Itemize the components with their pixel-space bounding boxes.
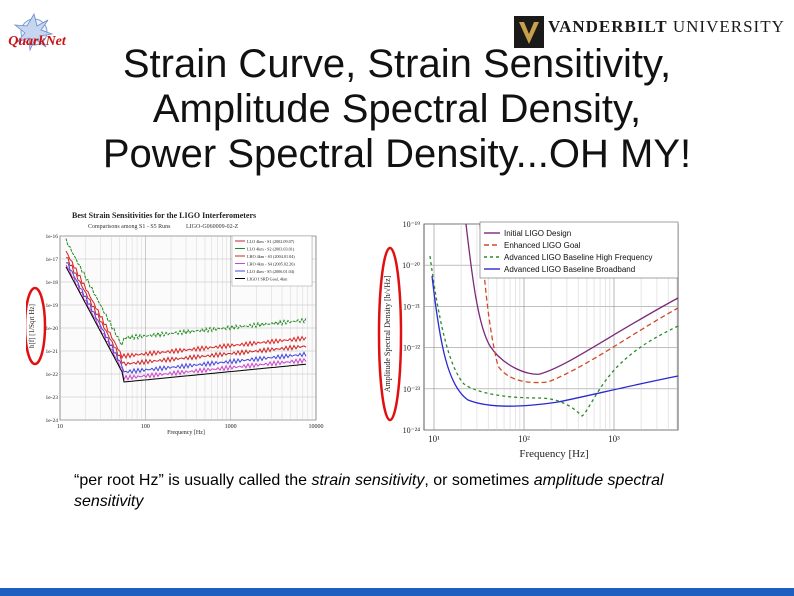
right-chart-x-tick-label: 10³ (608, 434, 620, 444)
vanderbilt-wordmark (548, 17, 785, 37)
title-line-2: Amplitude Spectral Density, (152, 87, 642, 131)
right-chart-y-tick-label: 10⁻²² (402, 343, 420, 353)
right-chart-x-tick-label: 10² (518, 434, 530, 444)
right-chart-y-tick-label: 10⁻²¹ (402, 302, 420, 312)
left-chart-x-tick-label: 100 (140, 424, 150, 430)
left-chart-x-tick-label: 10000 (308, 424, 324, 430)
left-legend-label: LLO 4km - S1 (2002.09.07) (247, 239, 295, 244)
right-chart-y-tick-label: 10⁻¹⁹ (402, 220, 420, 229)
left-chart-y-tick-label: 1e-18 (45, 280, 58, 286)
caption-segment: , or sometimes (424, 472, 534, 489)
right-legend-label: Initial LIGO Design (504, 229, 572, 238)
left-chart-y-tick-label: 1e-22 (45, 372, 58, 378)
title-line-3: Power Spectral Density...OH MY! (102, 132, 692, 176)
left-legend-label: LLO 4km - S2 (2003.03.01) (247, 246, 295, 252)
left-legend-label: LHO 4km - S4 (2005.02.26) (247, 261, 295, 267)
caption-segment: amplitude spectral sensitivity (74, 472, 664, 510)
right-legend-label: Enhanced LIGO Goal (504, 241, 581, 250)
title-line-1: Strain Curve, Strain Sensitivity, (122, 42, 672, 86)
quarknet-wordmark: QuarkNet (8, 34, 66, 49)
left-legend-label: LIGO I SRD Goal, 4km (247, 276, 288, 282)
slide-title (40, 42, 754, 177)
left-chart-y-tick-label: 1e-17 (45, 257, 58, 263)
left-chart-ylabel: h[f] [1/Sqrt Hz] (28, 304, 36, 348)
left-legend-label: LHO 4km - S3 (2004.01.04) (247, 254, 295, 259)
right-chart-ylabel: Amplitude Spectral Density [h/√Hz] (383, 275, 392, 393)
left-chart-y-tick-label: 1e-20 (45, 326, 58, 332)
left-chart-y-tick-label: 1e-16 (45, 234, 58, 240)
left-chart-y-tick-label: 1e-21 (45, 349, 58, 355)
left-chart-y-tick-label: 1e-24 (45, 418, 58, 424)
right-chart-y-tick-label: 10⁻²⁰ (402, 261, 420, 271)
bottom-accent-bar (0, 588, 794, 596)
left-chart-x-tick-label: 10 (57, 424, 63, 430)
right-legend-label: Advanced LIGO Baseline Broadband (504, 265, 636, 274)
left-chart-doc-id: LIGO-G060009-02-Z (186, 224, 239, 230)
left-strain-sensitivity-chart (26, 206, 332, 438)
right-amplitude-spectral-density-chart (368, 216, 682, 460)
left-chart-y-tick-label: 1e-23 (45, 395, 58, 401)
university-word: UNIVERSITY (672, 17, 785, 36)
left-chart-y-tick-label: 1e-19 (45, 303, 58, 309)
caption-segment: “per root Hz” is usually called the (74, 472, 312, 489)
right-chart-y-tick-label: 10⁻²⁴ (402, 426, 420, 435)
left-chart-title: Best Strain Sensitivities for the LIGO Interferometers (72, 211, 257, 220)
left-chart-y-ticks (45, 234, 58, 424)
right-chart-xlabel: Frequency [Hz] (519, 448, 589, 460)
right-chart-x-tick-label: 10¹ (428, 434, 440, 444)
right-legend-label: Advanced LIGO Baseline High Frequency (504, 253, 653, 262)
slide-caption (74, 470, 714, 512)
left-chart-x-tick-label: 1000 (224, 424, 237, 430)
vanderbilt-word: VANDERBILT (548, 17, 668, 36)
left-chart-subtitle: Comparisons among S1 - S5 Runs (88, 224, 171, 230)
left-legend-label: LLO 4km - S5 (2006.01.04) (247, 269, 295, 274)
caption-segment: strain sensitivity (311, 472, 425, 489)
left-chart-xlabel: Frequency [Hz] (167, 430, 205, 436)
right-chart-y-tick-label: 10⁻²³ (402, 384, 420, 394)
